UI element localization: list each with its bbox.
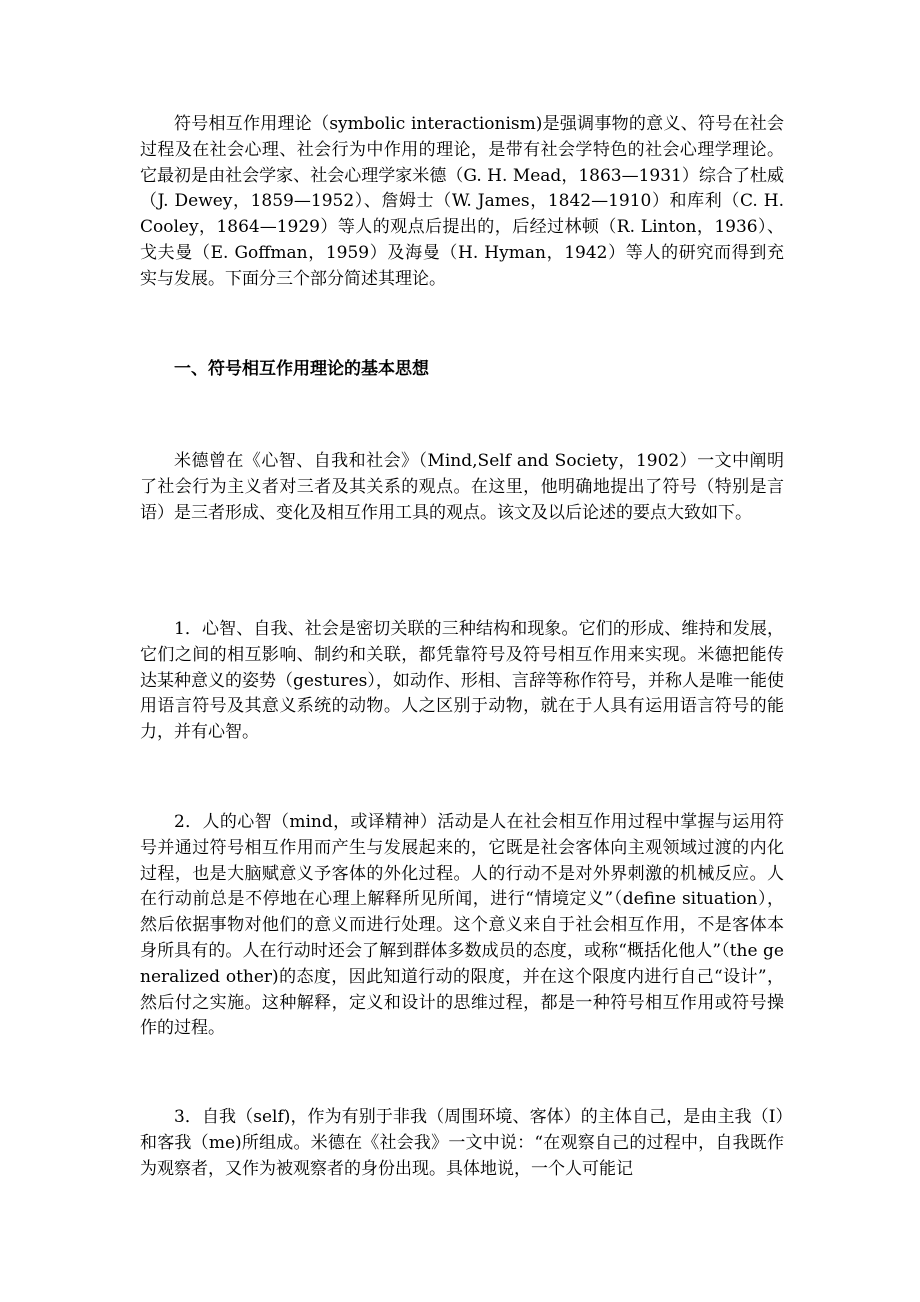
section-heading: 一、符号相互作用理论的基本思想: [174, 359, 429, 379]
intro-paragraph: 符号相互作用理论（symbolic interactionism)是强调事物的意义、符号在社会过程及在社会心理、社会行为中作用的理论，是带有社会学特色的社会心理学理论。它最初是由社会学家、社会心理学家米德（G. H. Mead，1863—1931）综合了杜威（J. Dewey，1859—1952）、詹姆士（W. James，1842—1910）和库利（C. H. Cooley，1864—1929）等人的观点后提出的，后经过林顿（R. Linton，1936）、戈夫曼（E. Goffman，1959）及海曼（H. Hyman，1942）等人的研究而得到充实与发展。下面分三个部分简述其理论。: [140, 114, 784, 289]
point-3-paragraph: 3．自我（self)，作为有别于非我（周围环境、客体）的主体自己，是由主我（I）和客我（me)所组成。米德在《社会我》一文中说：“在观察自己的过程中，自我既作为观察者，又作为被观察者的身份出现。具体地说，一个人可能记: [140, 1107, 784, 1179]
point-1-paragraph: 1．心智、自我、社会是密切关联的三种结构和现象。它们的形成、维持和发展，它们之间的相互影响、制约和关联，都凭靠符号及符号相互作用来实现。米德把能传达某种意义的姿势（gestures），如动作、形相、言辞等称作符号，并称人是唯一能使用语言符号及其意义系统的动物。人之区别于动物，就在于人具有运用语言符号的能力，并有心智。: [140, 619, 784, 743]
mead-paragraph: 米德曾在《心智、自我和社会》（Mind,Self and Society，1902）一文中阐明了社会行为主义者对三者及其关系的观点。在这里，他明确地提出了符号（特别是言语）是三者形成、变化及相互作用工具的观点。该文及以后论述的要点大致如下。: [140, 451, 784, 523]
point-2-paragraph: 2．人的心智（mind，或译精神）活动是人在社会相互作用过程中掌握与运用符号并通过符号相互作用而产生与发展起来的，它既是社会客体向主观领域过渡的内化过程，也是大脑赋意义予客体的外化过程。人的行动不是对外界刺激的机械反应。人在行动前总是不停地在心理上解释所见所闻，进行“情境定义”（define situation），然后依据事物对他们的意义而进行处理。这个意义来自于社会相互作用，不是客体本身所具有的。人在行动时还会了解到群体多数成员的态度，或称“概括化他人”（the generalized other)的态度，因此知道行动的限度，并在这个限度内进行自己“设计”，然后付之实施。这种解释，定义和设计的思维过程，都是一种符号相互作用或符号操作的过程。: [140, 812, 784, 1039]
